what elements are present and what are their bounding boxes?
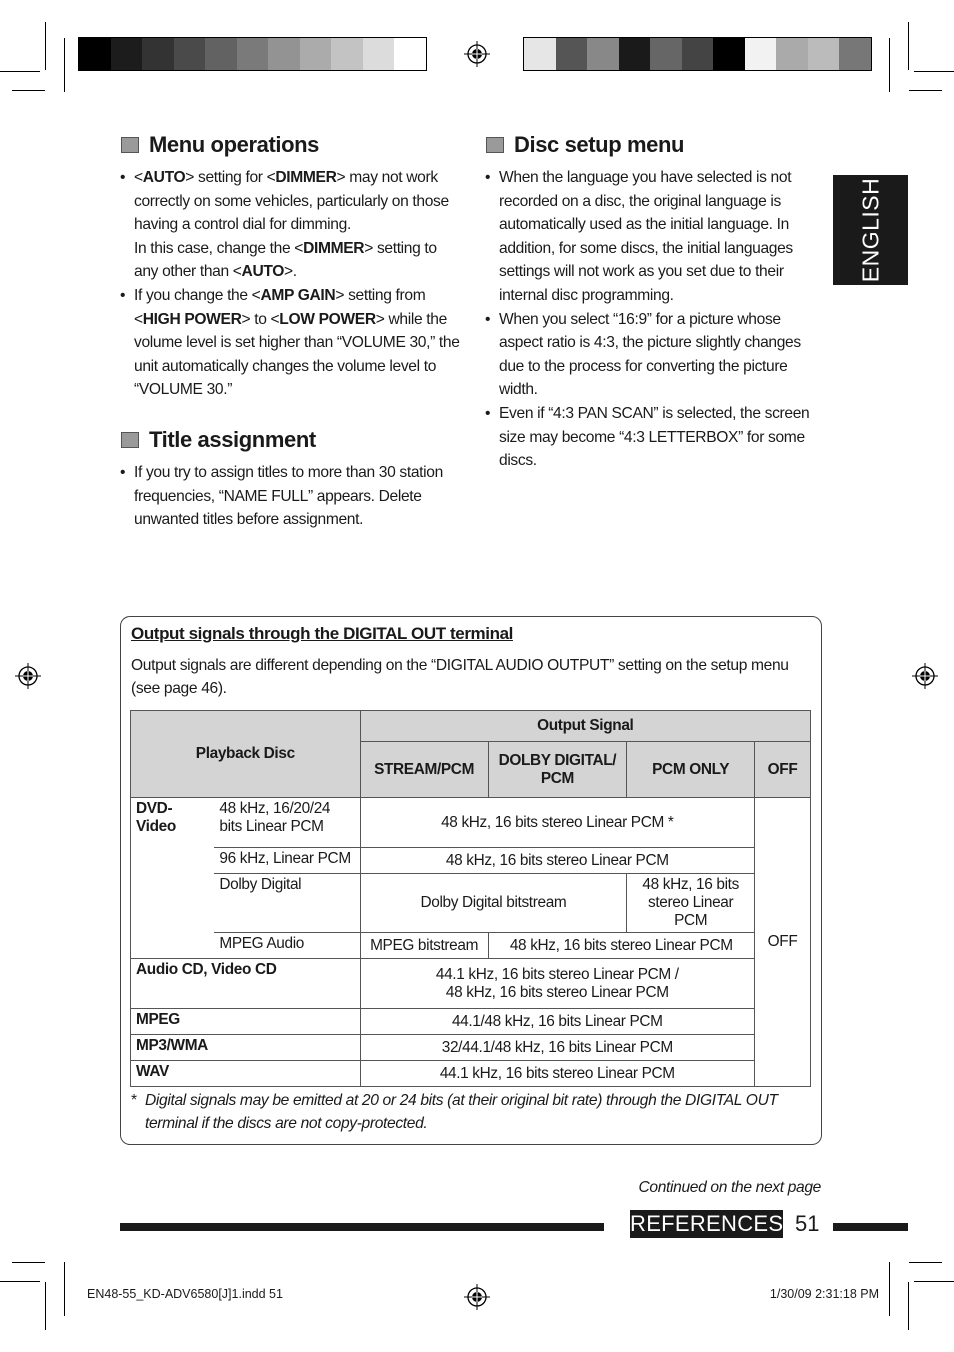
- title-assignment-list: [120, 461, 460, 532]
- crop-mark: [45, 22, 46, 70]
- table-row: [131, 1035, 811, 1061]
- disc-setup-list: [485, 166, 823, 473]
- crop-mark: [0, 1281, 40, 1282]
- row-label-audio-cd: Audio CD, Video CD: [131, 959, 361, 1009]
- menu-operations-bullet-2: If you change the <AMP GAIN> setting from <HIGH POWER> to <LOW POWER> while the volume level is set higher than “VOLUME 30,” the unit automatically changes the volume level to “VOLUME 30.”: [134, 286, 460, 399]
- cell-wav-output: 44.1 kHz, 16 bits stereo Linear PCM: [360, 1061, 754, 1087]
- color-swatch: [363, 38, 395, 70]
- row-label-dvd-video: DVD-Video: [131, 798, 215, 959]
- color-swatch: [808, 38, 840, 70]
- bold-setting-name: LOW POWER: [279, 310, 376, 328]
- color-swatch: [237, 38, 269, 70]
- crop-mark: [908, 1282, 909, 1330]
- registration-mark-icon: [464, 1284, 490, 1310]
- header-stream-pcm: STREAM/PCM: [360, 742, 488, 798]
- bold-setting-name: AUTO: [142, 169, 186, 186]
- color-swatch: [745, 38, 777, 70]
- color-swatch: [300, 38, 332, 70]
- color-swatch: [111, 38, 143, 70]
- table-row: [131, 933, 811, 959]
- registration-mark-icon: [15, 663, 41, 689]
- header-playback-disc: Playback Disc: [131, 711, 361, 798]
- cell-dvd-96k-output: 48 kHz, 16 bits stereo Linear PCM: [360, 848, 754, 874]
- list-item: [120, 284, 460, 402]
- audio-cd-output-line-1: 44.1 kHz, 16 bits stereo Linear PCM /: [435, 965, 679, 983]
- table-row: [131, 848, 811, 874]
- references-label: REFERENCES: [630, 1211, 784, 1236]
- list-item: • When you select “16:9” for a picture whose aspect ratio is 4:3, the picture slightly changes due to the process for converting the picture width.: [485, 308, 823, 402]
- color-swatch: [331, 38, 363, 70]
- menu-operations-heading: [121, 132, 319, 158]
- slug-file-info: EN48-55_KD-ADV6580[J]1.indd 51: [87, 1287, 283, 1301]
- row-label-mpeg: MPEG: [131, 1009, 361, 1035]
- footer-rule-left: [120, 1223, 604, 1231]
- list-item: • When the language you have selected is not recorded on a disc, the original language is automatically used as the initial language. In addition, for some discs, the initial languages settings will not work as you set due to their internal disc programming.: [485, 166, 823, 308]
- footnote-mark: *: [131, 1092, 137, 1109]
- crop-mark: [914, 1281, 954, 1282]
- color-bar-right: [523, 37, 872, 71]
- list-item: [120, 166, 460, 284]
- cell-dvd-dolby-pcm: 48 kHz, 16 bits stereo Linear PCM: [627, 874, 755, 933]
- section-square-icon: [121, 432, 141, 449]
- header-dolby-digital-pcm: DOLBY DIGITAL/ PCM: [488, 742, 627, 798]
- bold-setting-name: DIMMER: [275, 169, 337, 186]
- cell-dvd-mpeg-output: 48 kHz, 16 bits stereo Linear PCM: [488, 933, 754, 959]
- color-swatch: [587, 38, 619, 70]
- crop-mark: [914, 71, 954, 72]
- crop-mark: [64, 38, 65, 92]
- bold-setting-name: HIGH POWER: [142, 310, 242, 328]
- color-swatch: [713, 38, 745, 70]
- table-row: [131, 1009, 811, 1035]
- header-output-signal: Output Signal: [360, 711, 810, 742]
- color-swatch: [268, 38, 300, 70]
- crop-mark: [908, 22, 909, 70]
- crop-mark: [64, 1262, 65, 1316]
- digital-out-title: Output signals through the DIGITAL OUT terminal: [131, 624, 513, 643]
- cell-dvd-dolby-bitstream: Dolby Digital bitstream: [360, 874, 627, 933]
- cell-mpeg-output: 44.1/48 kHz, 16 bits Linear PCM: [360, 1009, 754, 1035]
- title-assignment-title: Title assignment: [149, 427, 316, 452]
- color-swatch: [79, 38, 111, 70]
- crop-mark: [889, 1262, 890, 1316]
- digital-out-description: Output signals are different depending on the “DIGITAL AUDIO OUTPUT” setting on the setup menu (see page 46).: [131, 657, 789, 697]
- table-row: [131, 874, 811, 933]
- color-swatch: [650, 38, 682, 70]
- footer-rule-right: [833, 1223, 908, 1231]
- menu-operations-bullet-1: <AUTO> setting for <DIMMER> may not work correctly on some vehicles, particularly on those having a control dial for dimming. In this case, change the <DIMMER> setting to any other than <AUTO>.: [134, 169, 449, 281]
- disc-setup-title: Disc setup menu: [514, 132, 685, 157]
- color-swatch: [205, 38, 237, 70]
- color-swatch: [619, 38, 651, 70]
- header-pcm-only: PCM ONLY: [627, 742, 755, 798]
- cell-dvd-mpeg-bitstream: MPEG bitstream: [360, 933, 488, 959]
- output-signal-table: [130, 710, 811, 1087]
- language-tab-label: ENGLISH: [857, 177, 883, 283]
- color-swatch: [682, 38, 714, 70]
- registration-mark-icon: [464, 41, 490, 67]
- list-item: • Even if “4:3 PAN SCAN” is selected, the screen size may become “4:3 LETTERBOX” for some discs.: [485, 402, 823, 473]
- slug-timestamp: 1/30/09 2:31:18 PM: [769, 1287, 879, 1301]
- audio-cd-output-line-2: 48 kHz, 16 bits stereo Linear PCM: [445, 983, 669, 1001]
- bold-setting-name: DIMMER: [303, 239, 365, 257]
- continued-note: Continued on the next page: [638, 1179, 821, 1196]
- menu-operations-title: Menu operations: [149, 132, 320, 157]
- color-swatch: [839, 38, 871, 70]
- cell-dvd-mpeg: MPEG Audio: [214, 933, 360, 959]
- section-square-icon: [121, 137, 141, 154]
- cell-audio-cd-output: [360, 959, 754, 1009]
- color-swatch: [394, 38, 426, 70]
- list-item: • If you try to assign titles to more than 30 station frequencies, “NAME FULL” appears. Delete unwanted titles before assignment.: [120, 461, 460, 532]
- cell-dvd-dolby: Dolby Digital: [214, 874, 360, 933]
- table-row: [131, 959, 811, 1009]
- color-bar-left: [78, 37, 427, 71]
- table-row: [131, 798, 811, 848]
- crop-mark: [12, 90, 45, 91]
- crop-mark: [889, 38, 890, 92]
- color-swatch: [174, 38, 206, 70]
- bold-setting-name: AUTO: [241, 263, 285, 281]
- section-square-icon: [486, 137, 506, 154]
- page-number: 51: [795, 1211, 820, 1236]
- cell-dvd-48k: 48 kHz, 16/20/24 bits Linear PCM: [214, 798, 360, 848]
- language-tab: [833, 175, 908, 285]
- cell-mp3-wma-output: 32/44.1/48 kHz, 16 bits Linear PCM: [360, 1035, 754, 1061]
- menu-operations-list: [120, 166, 460, 402]
- color-swatch: [776, 38, 808, 70]
- footnote: [131, 1089, 801, 1135]
- color-swatch: [524, 38, 556, 70]
- title-assignment-heading: [121, 427, 316, 453]
- footnote-text: Digital signals may be emitted at 20 or 24 bits (at their original bit rate) through the DIGITAL OUT terminal if the discs are not copy-protected.: [145, 1092, 778, 1132]
- bold-setting-name: AMP GAIN: [260, 286, 336, 304]
- row-label-mp3-wma: MP3/WMA: [131, 1035, 361, 1061]
- color-swatch: [142, 38, 174, 70]
- color-swatch: [556, 38, 588, 70]
- registration-mark-icon: [912, 663, 938, 689]
- crop-mark: [12, 1262, 45, 1263]
- header-off: OFF: [755, 742, 811, 798]
- crop-mark: [45, 1282, 46, 1330]
- crop-mark: [909, 90, 942, 91]
- crop-mark: [909, 1262, 942, 1263]
- cell-off-column: OFF: [755, 798, 811, 1087]
- cell-dvd-96k: 96 kHz, Linear PCM: [214, 848, 360, 874]
- disc-setup-heading: [486, 132, 684, 158]
- row-label-wav: WAV: [131, 1061, 361, 1087]
- table-row: [131, 1061, 811, 1087]
- crop-mark: [0, 71, 40, 72]
- cell-dvd-48k-output: 48 kHz, 16 bits stereo Linear PCM *: [360, 798, 754, 848]
